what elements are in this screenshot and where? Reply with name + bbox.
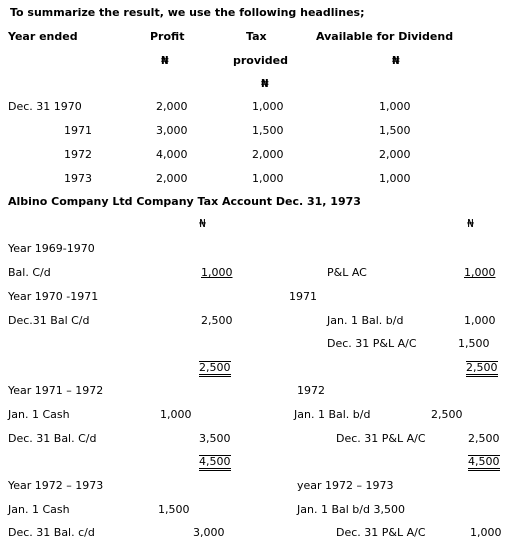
entry-label: Bal. C/d — [8, 266, 51, 279]
entry-amount: 3,500 — [199, 432, 231, 445]
row-profit: 2,000 — [156, 172, 188, 185]
col-profit: Profit — [150, 30, 185, 43]
entry-amount: 1,000 — [201, 266, 233, 279]
period-label: Year 1972 – 1973 — [8, 479, 104, 492]
entry-amount: 1,000 — [160, 408, 192, 421]
total-amount: 2,500 — [199, 361, 231, 377]
entry-label: Jan. 1 Bal. b/d — [294, 408, 371, 421]
entry-amount: 2,500 — [431, 408, 463, 421]
row-year-1970: Dec. 31 1970 — [8, 100, 82, 113]
entry-amount: 1,500 — [158, 503, 190, 516]
total-amount: 2,500 — [466, 361, 498, 377]
row-year-1971: 1971 — [64, 124, 92, 137]
col-year-ended: Year ended — [8, 30, 78, 43]
entry-label: Dec. 31 P&L A/C — [327, 337, 417, 350]
col-available: Available for Dividend — [316, 30, 454, 43]
period-label: Year 1969-1970 — [8, 242, 95, 255]
entry-amount: 1,000 — [464, 314, 496, 327]
row-available: 1,000 — [379, 172, 411, 185]
entry-label: Jan. 1 Bal b/d 3,500 — [297, 503, 405, 516]
entry-label: Dec. 31 Bal. c/d — [8, 526, 95, 539]
entry-amount: 2,500 — [201, 314, 233, 327]
row-available: 1,500 — [379, 124, 411, 137]
currency-tax: ₦ — [261, 77, 269, 90]
row-year-1972: 1972 — [64, 148, 92, 161]
col-tax-provided: provided — [233, 54, 289, 67]
entry-amount: 2,500 — [468, 432, 500, 445]
period-label: 1972 — [297, 384, 325, 397]
entry-label: Jan. 1 Cash — [8, 408, 70, 421]
currency-right: ₦ — [467, 217, 474, 230]
col-tax: Tax — [246, 30, 267, 43]
entry-label: Dec.31 Bal C/d — [8, 314, 90, 327]
row-tax: 2,000 — [252, 148, 284, 161]
entry-amount: 3,000 — [193, 526, 225, 539]
row-profit: 2,000 — [156, 100, 188, 113]
period-label: Year 1970 -1971 — [8, 290, 99, 303]
account-title: Albino Company Ltd Company Tax Account Dec. 31, 1973 — [8, 195, 361, 208]
row-tax: 1,500 — [252, 124, 284, 137]
row-available: 2,000 — [379, 148, 411, 161]
row-profit: 3,000 — [156, 124, 188, 137]
entry-label: P&L AC — [327, 266, 367, 279]
entry-label: Dec. 31 Bal. C/d — [8, 432, 97, 445]
row-year-1973: 1973 — [64, 172, 92, 185]
period-label: Year 1971 – 1972 — [8, 384, 104, 397]
entry-amount: 1,000 — [470, 526, 502, 539]
row-tax: 1,000 — [252, 172, 284, 185]
total-amount: 4,500 — [468, 455, 500, 471]
entry-label: Jan. 1 Bal. b/d — [327, 314, 404, 327]
period-label: 1971 — [289, 290, 317, 303]
currency-profit: ₦ — [161, 54, 169, 67]
row-profit: 4,000 — [156, 148, 188, 161]
entry-label: Dec. 31 P&L A/C — [336, 432, 426, 445]
entry-amount: 1,500 — [458, 337, 490, 350]
row-tax: 1,000 — [252, 100, 284, 113]
currency-left: ₦ — [199, 217, 206, 230]
period-label: year 1972 – 1973 — [297, 479, 394, 492]
row-available: 1,000 — [379, 100, 411, 113]
entry-label: Dec. 31 P&L A/C — [336, 526, 426, 539]
intro-text: To summarize the result, we use the following headlines; — [10, 6, 365, 19]
entry-amount: 1,000 — [464, 266, 496, 279]
total-amount: 4,500 — [199, 455, 231, 471]
currency-available: ₦ — [392, 54, 400, 67]
entry-label: Jan. 1 Cash — [8, 503, 70, 516]
